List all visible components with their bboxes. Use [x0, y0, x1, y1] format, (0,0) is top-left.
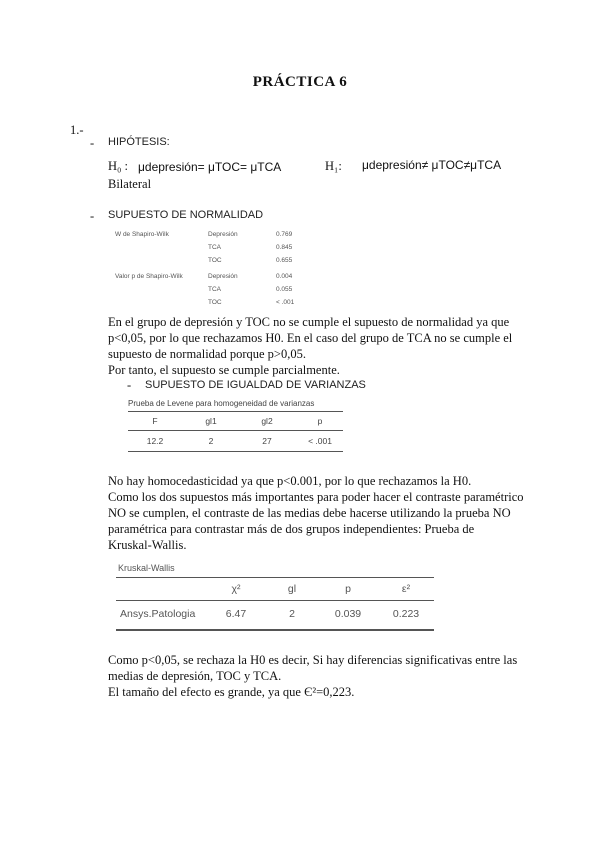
table-header: gl	[287, 583, 297, 595]
h1-label: H₁:	[325, 159, 342, 173]
bullet: -	[90, 136, 95, 150]
h0-label: H₀ :	[108, 159, 128, 173]
table-caption: Kruskal-Wallis	[118, 563, 175, 573]
table-cell: Ansys.Patologia	[120, 608, 196, 620]
table-cell: TOC	[208, 257, 222, 264]
table-cell: 0.769	[276, 231, 293, 238]
table-cell: < .001	[276, 299, 295, 306]
h0-expression: μdepresión= μTOC= μTCA	[138, 160, 282, 174]
table-header: p	[317, 416, 323, 426]
table-rule	[116, 600, 434, 601]
varianzas-line: Como los dos supuestos más importantes para poder hacer el contraste paramétrico	[108, 490, 524, 504]
table-cell: 2	[289, 608, 295, 620]
table-cell: 0.655	[276, 257, 293, 264]
varianzas-line: Kruskal-Wallis.	[108, 538, 187, 552]
table-cell: 0.039	[334, 608, 362, 620]
table-cell: Depresión	[208, 231, 238, 238]
table-cell: W de Shapiro-Wilk	[115, 231, 169, 238]
table-cell: TCA	[208, 244, 221, 251]
table-cell: 0.223	[392, 608, 420, 620]
table-cell: < .001	[308, 436, 332, 446]
varianzas-line: No hay homocedasticidad ya que p<0.001, por lo que rechazamos la H0.	[108, 474, 472, 488]
kruskal-line: Como p<0,05, se rechaza la H0 es decir, Si hay diferencias significativas entre las	[108, 653, 518, 667]
table-cell: TOC	[208, 299, 222, 306]
table-header: χ²	[231, 583, 241, 595]
normalidad-line: p<0,05, por lo que rechazamos H0. En el caso del grupo de TCA no se cumple el	[108, 331, 513, 345]
table-rule	[128, 451, 343, 452]
table-header: gl2	[261, 416, 273, 426]
kruskal-line: El tamaño del efecto es grande, ya que Є²=0,223.	[108, 685, 355, 699]
table-header: ε²	[401, 583, 411, 595]
page-title: PRÁCTICA 6	[252, 74, 348, 90]
table-cell: 0.055	[276, 286, 293, 293]
table-cell: 2	[208, 436, 214, 446]
varianzas-line: NO se cumplen, el contraste de las medias debe hacerse utilizando la prueba NO	[108, 506, 511, 520]
normalidad-line: supuesto de normalidad porque p>0,05.	[108, 347, 306, 361]
table-cell: 6.47	[225, 608, 247, 620]
table-rule	[116, 629, 434, 631]
table-rule	[128, 430, 343, 431]
h1-expression: μdepresión≠ μTOC≠μTCA	[362, 158, 502, 172]
table-header: F	[152, 416, 158, 426]
normalidad-heading: SUPUESTO DE NORMALIDAD	[108, 209, 264, 221]
table-cell: Depresión	[208, 273, 238, 280]
table-cell: 12.2	[146, 436, 164, 446]
varianzas-line: paramétrica para contrastar más de dos grupos independientes: Prueba de	[108, 522, 475, 536]
table-header: p	[345, 583, 351, 595]
table-cell: TCA	[208, 286, 221, 293]
hipotesis-heading: HIPÓTESIS:	[108, 136, 170, 148]
table-cell: 0.004	[276, 273, 293, 280]
section-number: 1.-	[70, 123, 84, 137]
bullet: -	[127, 378, 132, 392]
varianzas-heading: SUPUESTO DE IGUALDAD DE VARIANZAS	[145, 379, 366, 391]
normalidad-line: En el grupo de depresión y TOC no se cumple el supuesto de normalidad ya que	[108, 315, 510, 329]
table-cell: Valor p de Shapiro-Wilk	[115, 273, 183, 280]
table-rule	[128, 411, 343, 412]
test-type: Bilateral	[108, 177, 152, 191]
table-header: gl1	[205, 416, 217, 426]
normalidad-line: Por tanto, el supuesto se cumple parcialmente.	[108, 363, 340, 377]
table-cell: 0.845	[276, 244, 293, 251]
table-cell: 27	[262, 436, 272, 446]
kruskal-line: medias de depresión, TOC y TCA.	[108, 669, 282, 683]
table-caption: Prueba de Levene para homogeneidad de varianzas	[128, 399, 315, 408]
table-rule	[116, 577, 434, 578]
bullet: -	[90, 209, 95, 223]
